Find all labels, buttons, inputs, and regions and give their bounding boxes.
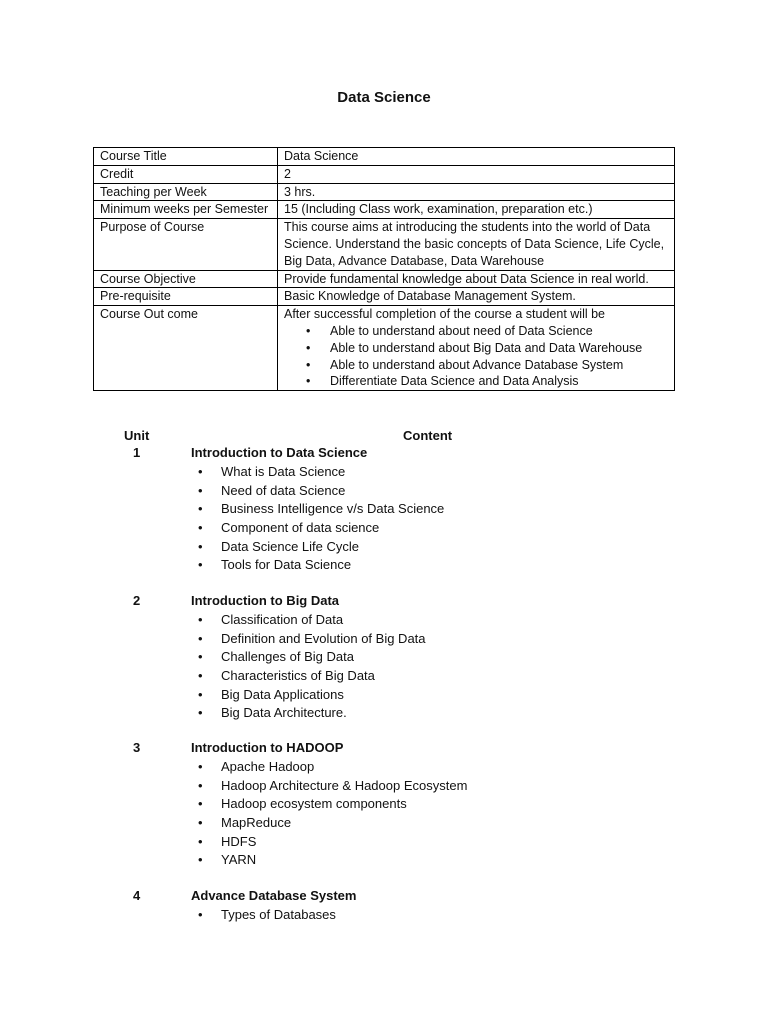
table-row [94, 306, 675, 391]
row-value [278, 306, 675, 391]
unit-title: Introduction to Data Science [191, 445, 368, 460]
row-label: Course Out come [94, 306, 278, 391]
list-item: • Types of Databases [221, 906, 336, 925]
unit-topic-list [221, 758, 467, 870]
list-item: • Component of data science [221, 519, 444, 538]
table-row [94, 165, 675, 183]
list-item: • HDFS [221, 833, 467, 852]
table-row [94, 270, 675, 288]
row-label: Purpose of Course [94, 219, 278, 270]
row-value: 15 (Including Class work, examination, preparation etc.) [278, 201, 675, 219]
list-item: • Challenges of Big Data [221, 648, 426, 667]
unit-number: 2 [133, 593, 141, 608]
outcome-list [284, 323, 668, 390]
list-item: • Characteristics of Big Data [221, 667, 426, 686]
list-item: • Classification of Data [221, 611, 426, 630]
list-item: • MapReduce [221, 814, 467, 833]
unit-topic-list [221, 611, 426, 723]
unit-title: Introduction to Big Data [191, 593, 340, 608]
list-item: • Able to understand about Big Data and Data Warehouse [330, 340, 668, 357]
row-label: Teaching per Week [94, 183, 278, 201]
row-value: Basic Knowledge of Database Management System. [278, 288, 675, 306]
list-item: • Tools for Data Science [221, 556, 444, 575]
unit-number: 1 [133, 445, 141, 460]
unit-topic-list [221, 906, 336, 925]
unit-topic-list [221, 463, 444, 575]
table-row [94, 219, 675, 270]
row-label: Course Title [94, 148, 278, 166]
course-info-table [93, 147, 675, 391]
list-item: • Able to understand about need of Data Science [330, 323, 668, 340]
list-item: • Differentiate Data Science and Data Analysis [330, 373, 668, 390]
list-item: • Definition and Evolution of Big Data [221, 630, 426, 649]
row-value: 3 hrs. [278, 183, 675, 201]
row-value: 2 [278, 165, 675, 183]
unit-column-header: Unit [124, 428, 150, 443]
table-row [94, 148, 675, 166]
outcome-intro: After successful completion of the course a student will be [284, 307, 605, 322]
list-item: • Need of data Science [221, 482, 444, 501]
row-value: Provide fundamental knowledge about Data Science in real world. [278, 270, 675, 288]
row-value: This course aims at introducing the students into the world of Data Science. Understand the basic concepts of Data Science, Life Cycle, Big Data, Advance Database, Data Warehouse [278, 219, 675, 270]
row-label: Minimum weeks per Semester [94, 201, 278, 219]
unit-title: Introduction to HADOOP [191, 740, 344, 755]
unit-title: Advance Database System [191, 888, 357, 903]
list-item: • Apache Hadoop [221, 758, 467, 777]
list-item: • YARN [221, 851, 467, 870]
list-item: • Data Science Life Cycle [221, 538, 444, 557]
unit-number: 3 [133, 740, 141, 755]
row-value: Data Science [278, 148, 675, 166]
list-item: • Hadoop ecosystem components [221, 795, 467, 814]
list-item: • Business Intelligence v/s Data Science [221, 500, 444, 519]
unit-number: 4 [133, 888, 141, 903]
page-title: Data Science [337, 89, 431, 106]
table-row [94, 288, 675, 306]
list-item: • Big Data Architecture. [221, 704, 426, 723]
table-row [94, 201, 675, 219]
list-item: • Hadoop Architecture & Hadoop Ecosystem [221, 777, 467, 796]
row-label: Credit [94, 165, 278, 183]
row-label: Course Objective [94, 270, 278, 288]
content-column-header: Content [403, 428, 453, 443]
list-item: • Able to understand about Advance Database System [330, 357, 668, 374]
row-label: Pre-requisite [94, 288, 278, 306]
table-row [94, 183, 675, 201]
list-item: • Big Data Applications [221, 686, 426, 705]
list-item: • What is Data Science [221, 463, 444, 482]
